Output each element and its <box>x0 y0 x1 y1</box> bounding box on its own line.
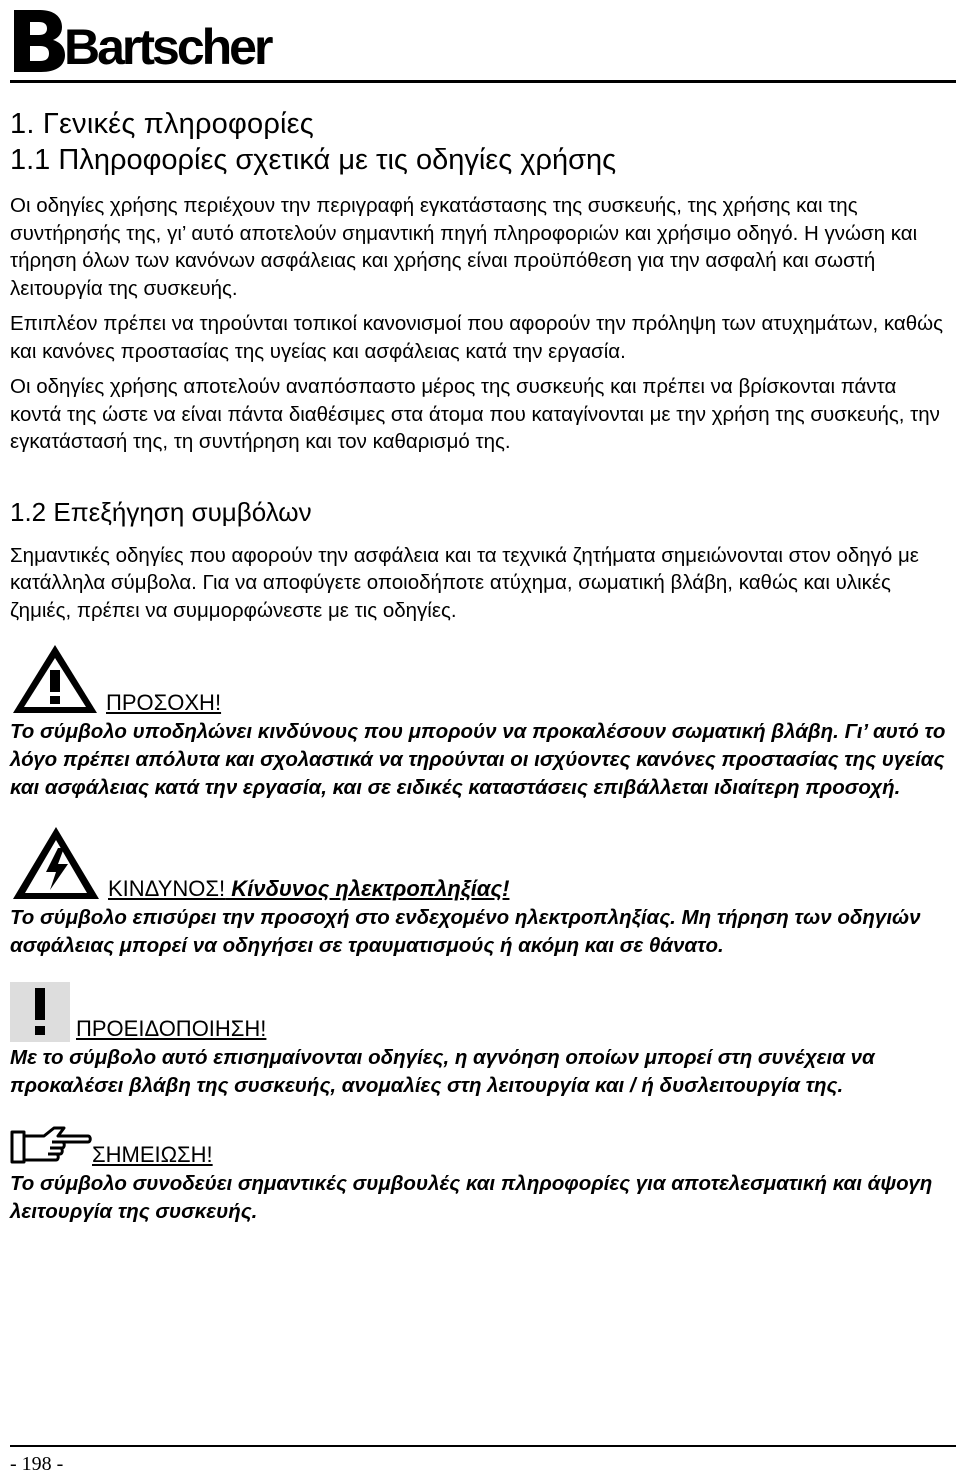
symbol-note <box>10 1122 950 1226</box>
page-header <box>10 0 950 80</box>
page-content <box>10 106 950 1226</box>
section-1-1-heading: 1.1 Πληροφορίες σχετικά με τις οδηγίες χρήσης <box>10 144 617 176</box>
svg-text:Bartscher: Bartscher <box>64 19 271 75</box>
symbol-electric-danger <box>10 820 950 960</box>
note-text: Το σύμβολο συνοδεύει σημαντικές συμβουλές και πληροφορίες για αποτελεσματική και άψογη λειτουργία της συσκευής. <box>10 1172 933 1223</box>
page-number: - 198 - <box>10 1453 64 1475</box>
note-label: ΣΗΜΕΙΩΣΗ! <box>92 1142 213 1167</box>
pointing-hand-icon <box>10 1124 92 1168</box>
caution-text: Το σύμβολο υποδηλώνει κινδύνους που μπορούν να προκαλέσουν σωματική βλάβη. Γι’ αυτό το λόγο πρέπει απόλυτα και σχολαστικά να τηρούνται οι ισχύοντες κανόνες προστασίας της υγείας και ασφάλειας κατά την εργασία, και σε ειδικές καταστάσεις επιβάλλεται ιδιαίτερη προσοχή. <box>10 720 946 799</box>
section-1-2-heading: 1.2 Επεξήγηση συμβόλων <box>10 496 312 527</box>
warning-label: ΠΡΟΕΙΔΟΠΟΙΗΣΗ! <box>76 1016 267 1041</box>
footer-divider <box>10 1445 956 1447</box>
warning-triangle-icon <box>10 642 100 716</box>
paragraph-symbols-intro: Σημαντικές οδηγίες που αφορούν την ασφάλεια και τα τεχνικά ζητήματα σημειώνονται στον οδηγό με κατάλληλα σύμβολα. Για να αποφύγετε οποιοδήποτε ατύχημα, σωματική βλάβη, καθώς και υλικές ζημιές, πρέπει να συμμορφώνεστε με τις οδηγίες. <box>10 543 919 622</box>
caution-label: ΠΡΟΣΟΧΗ! <box>106 690 222 715</box>
bartscher-logo <box>10 2 271 75</box>
paragraph-availability: Οι οδηγίες χρήσης αποτελούν αναπόσπαστο μέρος της συσκευής και πρέπει να βρίσκονται πάντα κοντά της ώστε να είναι πάντα διαθέσιμες στα άτομα που καταγίνονται με την χρήση της συσκευής, την εγκατάστασή της, τη συντήρηση και τον καθαρισμό της. <box>10 375 940 453</box>
symbol-warning <box>10 980 950 1100</box>
electric-shock-icon <box>10 824 102 902</box>
chapter-title: 1. Γενικές πληροφορίες <box>10 108 314 140</box>
electric-danger-label: ΚΙΝΔΥΝΟΣ! Κίνδυνος ηλεκτροπληξίας! <box>108 876 510 901</box>
paragraph-regulations: Επιπλέον πρέπει να τηρούνται τοπικοί κανονισμοί που αφορούν την πρόληψη των ατυχημάτων, καθώς και κανόνες προστασίας της υγείας και ασφάλειας κατά την εργασία. <box>10 312 944 363</box>
warning-text: Με το σύμβολο αυτό επισημαίνονται οδηγίες, η αγνόηση οποίων μπορεί στη συνέχεια να προκαλέσει βλάβη της συσκευής, ανομαλίες στη λειτουργία και / ή δυσλειτουργία της. <box>10 1046 875 1097</box>
exclamation-icon <box>10 982 70 1042</box>
symbol-caution <box>10 638 950 802</box>
electric-danger-text: Το σύμβολο επισύρει την προσοχή στο ενδεχομένο ηλεκτροπληξίας. Μη τήρηση των οδηγιών ασφάλειας μπορεί να οδηγήσει σε τραυματισμούς ή ακόμη και σε θάνατο. <box>10 906 921 957</box>
header-divider <box>10 80 956 83</box>
paragraph-intro: Οι οδηγίες χρήσης περιέχουν την περιγραφή εγκατάστασης της συσκευής, της χρήσης και της συντήρησής της, γι’ αυτό αποτελούν σημαντική πηγή πληροφοριών και χρήσιμο οδηγό. Η γνώση και τήρηση όλων των κανόνων ασφάλειας και χρήσης είναι προϋπόθεση για την ασφαλή και σωστή λειτουργία της συσκευής. <box>10 194 918 300</box>
